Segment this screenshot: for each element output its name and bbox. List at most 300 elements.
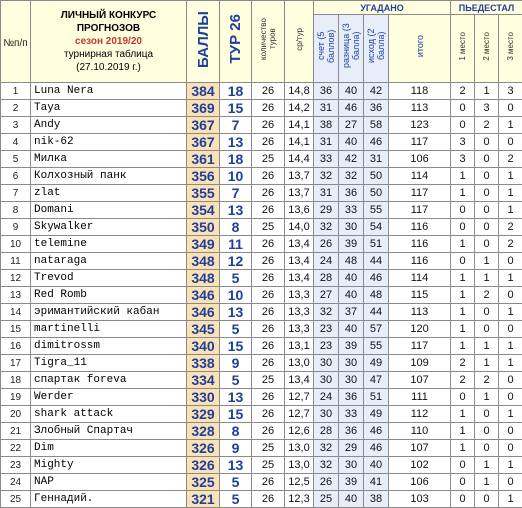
- tour-points: 18: [220, 151, 252, 168]
- place-1-count: 1: [451, 270, 475, 287]
- tours-count: 26: [252, 134, 285, 151]
- tour-points: 5: [220, 372, 252, 389]
- outcome: 50: [364, 185, 389, 202]
- place-2-count: 0: [475, 168, 499, 185]
- tour-points: 8: [220, 423, 252, 440]
- exact-score: 27: [314, 287, 339, 304]
- outcome: 50: [364, 168, 389, 185]
- player-name: NAP: [31, 474, 187, 491]
- points: 340: [187, 338, 220, 355]
- outcome: 51: [364, 389, 389, 406]
- place-3-count: 0: [499, 253, 522, 270]
- row-number: 7: [1, 185, 31, 202]
- place-3-count: 2: [499, 236, 522, 253]
- place-3-count: 1: [499, 168, 522, 185]
- place-2-count: 1: [475, 83, 499, 100]
- player-name: Werder: [31, 389, 187, 406]
- place-1-count: 1: [451, 168, 475, 185]
- player-name: эримантийский кабан: [31, 304, 187, 321]
- points: 321: [187, 491, 220, 508]
- table-row: [1, 117, 522, 134]
- place-1-count: 0: [451, 253, 475, 270]
- table-row: [1, 185, 522, 202]
- place-1-count: 0: [451, 389, 475, 406]
- tours-count: 26: [252, 474, 285, 491]
- guessed-total: 110: [389, 423, 451, 440]
- table-row: [1, 83, 522, 100]
- standings-body: [1, 83, 522, 508]
- player-name: Trevod: [31, 270, 187, 287]
- row-number: 1: [1, 83, 31, 100]
- points: 356: [187, 168, 220, 185]
- header-place-3: 3 место: [499, 15, 522, 83]
- tour-points: 7: [220, 185, 252, 202]
- goal-diff: 40: [339, 321, 364, 338]
- header-place-2: 2 место: [475, 15, 499, 83]
- table-row: [1, 168, 522, 185]
- tour-points: 5: [220, 474, 252, 491]
- row-number: 9: [1, 219, 31, 236]
- place-3-count: 0: [499, 372, 522, 389]
- exact-score: 38: [314, 117, 339, 134]
- points: 325: [187, 474, 220, 491]
- guessed-total: 116: [389, 219, 451, 236]
- player-name: Милка: [31, 151, 187, 168]
- goal-diff: 27: [339, 117, 364, 134]
- player-name: Злобный Спартач: [31, 423, 187, 440]
- outcome: 54: [364, 219, 389, 236]
- table-row: [1, 423, 522, 440]
- outcome: 55: [364, 338, 389, 355]
- avg-per-tour: 13,4: [285, 253, 314, 270]
- place-2-count: 3: [475, 100, 499, 117]
- avg-per-tour: 14,2: [285, 100, 314, 117]
- tours-count: 26: [252, 83, 285, 100]
- exact-score: 30: [314, 372, 339, 389]
- guessed-total: 123: [389, 117, 451, 134]
- tours-count: 26: [252, 270, 285, 287]
- exact-score: 30: [314, 355, 339, 372]
- table-row: [1, 321, 522, 338]
- player-name: shark attack: [31, 406, 187, 423]
- goal-diff: 39: [339, 474, 364, 491]
- tour-points: 5: [220, 270, 252, 287]
- points: 384: [187, 83, 220, 100]
- tour-points: 15: [220, 406, 252, 423]
- season-label: сезон 2019/20: [31, 35, 186, 48]
- place-1-count: 0: [451, 219, 475, 236]
- points: 329: [187, 406, 220, 423]
- header-guessed: УГАДАНО: [314, 1, 451, 15]
- exact-score: 32: [314, 457, 339, 474]
- row-number: 8: [1, 202, 31, 219]
- place-3-count: 0: [499, 100, 522, 117]
- player-name: nik-62: [31, 134, 187, 151]
- tours-count: 26: [252, 491, 285, 508]
- exact-score: 32: [314, 219, 339, 236]
- tours-count: 26: [252, 236, 285, 253]
- header-podium: ПЬЕДЕСТАЛ: [451, 1, 522, 15]
- header-place-1: 1 место: [451, 15, 475, 83]
- player-name: Геннадий.: [31, 491, 187, 508]
- tours-count: 26: [252, 338, 285, 355]
- row-number: 20: [1, 406, 31, 423]
- tours-count: 26: [252, 304, 285, 321]
- guessed-total: 117: [389, 185, 451, 202]
- tour-points: 5: [220, 321, 252, 338]
- tours-count: 26: [252, 389, 285, 406]
- exact-score: 28: [314, 270, 339, 287]
- avg-per-tour: 13,7: [285, 185, 314, 202]
- goal-diff: 40: [339, 134, 364, 151]
- points: 326: [187, 440, 220, 457]
- player-name: Domani: [31, 202, 187, 219]
- exact-score: 24: [314, 389, 339, 406]
- place-3-count: 1: [499, 338, 522, 355]
- tour-points: 13: [220, 457, 252, 474]
- place-2-count: 0: [475, 236, 499, 253]
- tours-count: 26: [252, 406, 285, 423]
- tours-count: 26: [252, 185, 285, 202]
- avg-per-tour: 14,4: [285, 151, 314, 168]
- outcome: 49: [364, 406, 389, 423]
- place-1-count: 2: [451, 355, 475, 372]
- avg-per-tour: 14,1: [285, 117, 314, 134]
- header-points: БАЛЛЫ: [187, 1, 220, 83]
- row-number: 3: [1, 117, 31, 134]
- guessed-total: 113: [389, 100, 451, 117]
- place-3-count: 0: [499, 287, 522, 304]
- tour-points: 10: [220, 168, 252, 185]
- goal-diff: 36: [339, 389, 364, 406]
- guessed-total: 117: [389, 134, 451, 151]
- table-row: [1, 389, 522, 406]
- place-2-count: 1: [475, 474, 499, 491]
- place-1-count: 0: [451, 491, 475, 508]
- avg-per-tour: 12,3: [285, 491, 314, 508]
- place-3-count: 3: [499, 83, 522, 100]
- avg-per-tour: 13,7: [285, 168, 314, 185]
- outcome: 31: [364, 151, 389, 168]
- tours-count: 25: [252, 440, 285, 457]
- place-2-count: 0: [475, 202, 499, 219]
- points: 361: [187, 151, 220, 168]
- table-row: [1, 219, 522, 236]
- outcome: 46: [364, 423, 389, 440]
- guessed-total: 106: [389, 474, 451, 491]
- table-row: [1, 100, 522, 117]
- place-1-count: 3: [451, 151, 475, 168]
- place-3-count: 0: [499, 440, 522, 457]
- subtitle-label: турнирная таблица: [31, 48, 186, 61]
- table-row: [1, 440, 522, 457]
- goal-diff: 39: [339, 236, 364, 253]
- tour-points: 11: [220, 236, 252, 253]
- points: 355: [187, 185, 220, 202]
- goal-diff: 42: [339, 151, 364, 168]
- guessed-total: 115: [389, 287, 451, 304]
- player-name: Skywalker: [31, 219, 187, 236]
- place-2-count: 0: [475, 406, 499, 423]
- table-row: [1, 355, 522, 372]
- header-outcome-col: исход (2 балла): [364, 15, 389, 83]
- place-3-count: 1: [499, 491, 522, 508]
- tours-count: 26: [252, 202, 285, 219]
- tour-points: 13: [220, 202, 252, 219]
- guessed-total: 109: [389, 355, 451, 372]
- tour-points: 18: [220, 83, 252, 100]
- points: 349: [187, 236, 220, 253]
- exact-score: 31: [314, 134, 339, 151]
- place-2-count: 1: [475, 457, 499, 474]
- points: 334: [187, 372, 220, 389]
- goal-diff: 40: [339, 83, 364, 100]
- player-name: Red Romb: [31, 287, 187, 304]
- exact-score: 23: [314, 338, 339, 355]
- header-score-col: счет (5 баллов): [314, 15, 339, 83]
- goal-diff: 33: [339, 406, 364, 423]
- tours-count: 26: [252, 117, 285, 134]
- tours-count: 26: [252, 168, 285, 185]
- points: 346: [187, 287, 220, 304]
- place-3-count: 0: [499, 134, 522, 151]
- place-3-count: 0: [499, 389, 522, 406]
- avg-per-tour: 13,1: [285, 338, 314, 355]
- row-number: 11: [1, 253, 31, 270]
- outcome: 44: [364, 304, 389, 321]
- place-1-count: 1: [451, 440, 475, 457]
- outcome: 44: [364, 253, 389, 270]
- exact-score: 31: [314, 100, 339, 117]
- exact-score: 23: [314, 321, 339, 338]
- table-row: [1, 287, 522, 304]
- row-number: 18: [1, 372, 31, 389]
- place-1-count: 1: [451, 185, 475, 202]
- place-3-count: 1: [499, 117, 522, 134]
- place-3-count: 0: [499, 423, 522, 440]
- tour-points: 13: [220, 304, 252, 321]
- row-number: 22: [1, 440, 31, 457]
- exact-score: 24: [314, 253, 339, 270]
- player-name: Колхозный панк: [31, 168, 187, 185]
- place-2-count: 0: [475, 304, 499, 321]
- row-number: 4: [1, 134, 31, 151]
- place-2-count: 2: [475, 117, 499, 134]
- place-1-count: 0: [451, 100, 475, 117]
- guessed-total: 117: [389, 202, 451, 219]
- header-tour: ТУР 26: [220, 1, 252, 83]
- outcome: 46: [364, 270, 389, 287]
- guessed-total: 107: [389, 440, 451, 457]
- table-row: [1, 406, 522, 423]
- table-row: [1, 304, 522, 321]
- exact-score: 28: [314, 423, 339, 440]
- title-line-1: ЛИЧНЫЙ КОНКУРС: [31, 9, 186, 22]
- place-3-count: 1: [499, 185, 522, 202]
- guessed-total: 106: [389, 151, 451, 168]
- place-2-count: 1: [475, 389, 499, 406]
- avg-per-tour: 13,4: [285, 236, 314, 253]
- outcome: 48: [364, 287, 389, 304]
- row-number: 12: [1, 270, 31, 287]
- points: 367: [187, 134, 220, 151]
- outcome: 51: [364, 236, 389, 253]
- avg-per-tour: 12,7: [285, 406, 314, 423]
- avg-per-tour: 13,3: [285, 287, 314, 304]
- player-name: dimitrossm: [31, 338, 187, 355]
- outcome: 46: [364, 440, 389, 457]
- place-3-count: 1: [499, 202, 522, 219]
- tour-points: 9: [220, 440, 252, 457]
- tours-count: 26: [252, 355, 285, 372]
- outcome: 58: [364, 117, 389, 134]
- outcome: 40: [364, 457, 389, 474]
- place-3-count: 1: [499, 406, 522, 423]
- guessed-total: 103: [389, 491, 451, 508]
- guessed-total: 114: [389, 168, 451, 185]
- place-1-count: 3: [451, 134, 475, 151]
- goal-diff: 37: [339, 304, 364, 321]
- header-total-col: итого: [389, 15, 451, 83]
- player-name: Tigra_11: [31, 355, 187, 372]
- tours-count: 26: [252, 287, 285, 304]
- place-2-count: 0: [475, 321, 499, 338]
- place-1-count: 1: [451, 423, 475, 440]
- tours-count: 26: [252, 423, 285, 440]
- row-number: 17: [1, 355, 31, 372]
- points: 345: [187, 321, 220, 338]
- table-row: [1, 491, 522, 508]
- place-2-count: 2: [475, 372, 499, 389]
- exact-score: 29: [314, 202, 339, 219]
- row-number: 25: [1, 491, 31, 508]
- table-row: [1, 372, 522, 389]
- avg-per-tour: 12,7: [285, 389, 314, 406]
- guessed-total: 116: [389, 236, 451, 253]
- avg-per-tour: 13,3: [285, 321, 314, 338]
- goal-diff: 36: [339, 423, 364, 440]
- outcome: 47: [364, 372, 389, 389]
- place-1-count: 1: [451, 338, 475, 355]
- goal-diff: 48: [339, 253, 364, 270]
- avg-per-tour: 13,0: [285, 440, 314, 457]
- goal-diff: 40: [339, 491, 364, 508]
- exact-score: 32: [314, 304, 339, 321]
- outcome: 42: [364, 83, 389, 100]
- goal-diff: 36: [339, 185, 364, 202]
- exact-score: 36: [314, 83, 339, 100]
- avg-per-tour: 13,4: [285, 270, 314, 287]
- guessed-total: 117: [389, 338, 451, 355]
- title-line-2: ПРОГНОЗОВ: [31, 22, 186, 35]
- tours-count: 26: [252, 321, 285, 338]
- guessed-total: 118: [389, 83, 451, 100]
- goal-diff: 30: [339, 219, 364, 236]
- row-number: 19: [1, 389, 31, 406]
- place-2-count: 0: [475, 185, 499, 202]
- avg-per-tour: 13,6: [285, 202, 314, 219]
- place-2-count: 0: [475, 423, 499, 440]
- guessed-total: 113: [389, 304, 451, 321]
- tour-points: 13: [220, 134, 252, 151]
- place-3-count: 2: [499, 151, 522, 168]
- tour-points: 15: [220, 338, 252, 355]
- goal-diff: 40: [339, 287, 364, 304]
- header-avg: ср/тур: [285, 1, 314, 83]
- tour-points: 15: [220, 100, 252, 117]
- points: 330: [187, 389, 220, 406]
- points: 348: [187, 270, 220, 287]
- place-1-count: 2: [451, 372, 475, 389]
- player-name: nataraga: [31, 253, 187, 270]
- outcome: 49: [364, 355, 389, 372]
- avg-per-tour: 13,0: [285, 355, 314, 372]
- table-row: [1, 457, 522, 474]
- goal-diff: 33: [339, 202, 364, 219]
- place-2-count: 0: [475, 134, 499, 151]
- place-2-count: 1: [475, 253, 499, 270]
- place-3-count: 1: [499, 457, 522, 474]
- header-num: №п/п: [1, 1, 31, 83]
- table-row: [1, 134, 522, 151]
- avg-per-tour: 12,6: [285, 423, 314, 440]
- place-2-count: 1: [475, 270, 499, 287]
- outcome: 55: [364, 202, 389, 219]
- tours-count: 25: [252, 372, 285, 389]
- place-2-count: 0: [475, 440, 499, 457]
- place-1-count: 0: [451, 474, 475, 491]
- player-name: Taya: [31, 100, 187, 117]
- exact-score: 32: [314, 440, 339, 457]
- player-name: Mighty: [31, 457, 187, 474]
- goal-diff: 29: [339, 440, 364, 457]
- tour-points: 13: [220, 389, 252, 406]
- guessed-total: 116: [389, 253, 451, 270]
- header-tours-count: количество туров: [252, 1, 285, 83]
- date-label: (27.10.2019 г.): [31, 61, 186, 74]
- tour-points: 10: [220, 287, 252, 304]
- points: 354: [187, 202, 220, 219]
- table-row: [1, 270, 522, 287]
- avg-per-tour: 14,0: [285, 219, 314, 236]
- row-number: 21: [1, 423, 31, 440]
- guessed-total: 111: [389, 389, 451, 406]
- tours-count: 25: [252, 457, 285, 474]
- row-number: 15: [1, 321, 31, 338]
- guessed-total: 102: [389, 457, 451, 474]
- exact-score: 32: [314, 168, 339, 185]
- points: 350: [187, 219, 220, 236]
- player-name: telemine: [31, 236, 187, 253]
- table-row: [1, 151, 522, 168]
- place-1-count: 1: [451, 406, 475, 423]
- place-2-count: 0: [475, 151, 499, 168]
- place-3-count: 0: [499, 474, 522, 491]
- table-row: [1, 474, 522, 491]
- outcome: 57: [364, 321, 389, 338]
- exact-score: 30: [314, 406, 339, 423]
- exact-score: 26: [314, 474, 339, 491]
- avg-per-tour: 14,8: [285, 83, 314, 100]
- exact-score: 26: [314, 236, 339, 253]
- guessed-total: 107: [389, 372, 451, 389]
- exact-score: 25: [314, 491, 339, 508]
- avg-per-tour: 13,0: [285, 457, 314, 474]
- outcome: 41: [364, 474, 389, 491]
- row-number: 24: [1, 474, 31, 491]
- guessed-total: 112: [389, 406, 451, 423]
- place-1-count: 1: [451, 287, 475, 304]
